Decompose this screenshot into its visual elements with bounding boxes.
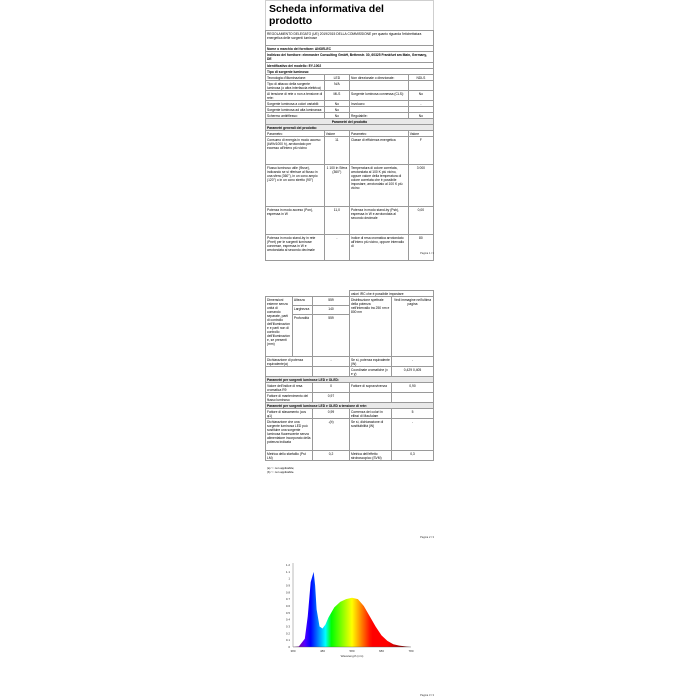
y-tick-label: 0.9 — [285, 583, 290, 588]
empty-cell — [313, 367, 350, 377]
chromaticity-label: Coordinate cromatiche (x e y) — [349, 367, 391, 377]
param-label: Fattore di sopravvivenza — [349, 383, 391, 393]
param-value: 80 — [408, 235, 433, 261]
table-row — [266, 409, 434, 419]
page-number: Pagina 1 / 3 — [420, 252, 434, 255]
param-value: No — [324, 113, 349, 119]
y-tick-label: 0.8 — [285, 590, 290, 595]
param-value: 0,2 — [313, 451, 350, 461]
param-label: Coerenza dei colori in ellissi di MacAdam — [349, 409, 391, 419]
param-label: Potenza in modo acceso (Pon), espressa in W — [266, 207, 325, 235]
y-tick-label: 1.1 — [285, 569, 290, 574]
param-label: Schermo antiriflesso: — [266, 113, 325, 119]
param-label: Temperatura di colore correlata, arrotondata al 100 K più vicino, oppure valore della temperatura di colore correlata che è possibile impostare, arrotondato al 100 K più vicino — [349, 165, 408, 207]
param-label: Dichiarazione che una sorgente luminosa LED può sostituire una sorgente luminosa fluorescente senza alimentatore incorporato della potenza indicata — [266, 419, 313, 451]
param-label: Fattore di sfasamento (cos φ1) — [266, 409, 313, 419]
table-row — [266, 81, 434, 91]
header-parameter: Parametro — [349, 131, 408, 137]
page-number: Pagina 3 / 3 — [420, 694, 434, 697]
table-row — [266, 165, 434, 207]
table-row — [266, 393, 434, 403]
param-value: 0 — [313, 383, 350, 393]
param-label: Classe di efficienza energetica — [349, 137, 408, 165]
param-label: Regolabile: — [349, 113, 408, 119]
table-row — [266, 137, 434, 165]
y-tick-label: 0.5 — [285, 610, 290, 615]
dim-width-value: 140 — [313, 306, 350, 315]
param-value: - — [391, 419, 433, 451]
y-tick-label: 0.3 — [285, 624, 290, 629]
model-identifier: Identificativo del modello: EY-1002 — [266, 63, 434, 69]
mains-led-params-heading: Parametri per sorgenti luminose LED e OLED a tensione di rete: — [266, 403, 434, 409]
param-value: 0,97 — [313, 393, 350, 403]
param-value — [408, 81, 433, 91]
table-row — [266, 91, 434, 101]
param-value: 5 — [391, 409, 433, 419]
equivalent-power-value: - — [313, 357, 350, 367]
header-value: Valore — [408, 131, 433, 137]
equivalent-power-w-value: - — [391, 357, 433, 367]
empty-cell — [266, 367, 313, 377]
param-label: Sorgente luminosa ad alta luminanza: — [266, 107, 325, 113]
general-params-heading: Parametri generali del prodotto: — [266, 125, 434, 131]
regulation-text: REGOLAMENTO DELEGATO (UE) 2019/2015 DELLA COMMISSIONE per quanto riguarda l'etichettatura energetica delle sorgenti luminose — [266, 31, 434, 46]
equivalent-power-label: Dichiarazione di potenza equivalente(a) — [266, 357, 313, 367]
product-info-table — [265, 30, 434, 261]
header-parameter: Parametro — [266, 131, 325, 137]
table-row — [266, 235, 434, 261]
header-value: Valore — [324, 131, 349, 137]
table-row — [266, 383, 434, 393]
param-value: No — [324, 107, 349, 113]
param-value: 0,00 — [408, 207, 433, 235]
param-label: Potenza in modo stand-by in rete (Pnet) per le sorgenti luminose connesse, espressa in W e arrotondata al secondo decimale — [266, 235, 325, 261]
y-tick-label: 0.7 — [285, 597, 290, 602]
spectrum-area — [293, 572, 411, 647]
param-value: 11 — [324, 137, 349, 165]
datasheet-page-1 — [265, 0, 434, 260]
param-value: NDLS — [408, 75, 433, 81]
page-number: Pagina 2 / 3 — [420, 536, 434, 539]
param-label: Sorgente luminosa connessa (CLS): — [349, 91, 408, 101]
spectral-power-chart — [265, 555, 434, 700]
param-label: Tipo di attacco della sorgente luminosa (o altra interfaccia elettrica) — [266, 81, 325, 91]
footnote-b: (b) '-': non applicabile. — [267, 470, 295, 474]
param-label: Involucro: — [349, 101, 408, 107]
cri-range-continued: valori IRC che è possibile impostare — [349, 291, 433, 297]
param-label: Flusso luminoso utile (Φuse), indicando se si riferisce al flusso in una sfera (360°), in un cono ampio (120°) o in un cono stretto (90°) — [266, 165, 325, 207]
dim-width-label: Larghezza — [292, 306, 312, 315]
param-label: Tecnologia d'illuminazione: — [266, 75, 325, 81]
light-source-type-heading: Tipo di sorgente luminosa: — [266, 69, 434, 75]
x-tick-label: 380 — [290, 649, 296, 653]
param-value: 0,99 — [313, 409, 350, 419]
y-tick-label: 0 — [288, 645, 290, 649]
spectral-distribution-label: Distribuzione spettrale della potenza nell'intervallo tra 250 nm e 800 nm — [349, 297, 391, 357]
y-tick-label: 0.4 — [285, 617, 290, 622]
param-label: Metrica dello sfarfallio (Pst LM) — [266, 451, 313, 461]
dim-height-value: 559 — [313, 297, 350, 306]
y-tick-label: 0.1 — [285, 638, 290, 643]
param-label: Consumo di energia in modo acceso (kWh/1000 h), arrotondato per eccesso all'intero più vicino — [266, 137, 325, 165]
x-tick-label: 480 — [319, 649, 326, 653]
table-row — [266, 207, 434, 235]
x-tick-label: 780 — [408, 649, 414, 653]
y-tick-label: 0.2 — [285, 631, 290, 636]
param-label: Se sì, dichiarazione di sostituibilità (W) — [349, 419, 391, 451]
chromaticity-value: 0,429 0,405 — [391, 367, 433, 377]
param-value: MLS — [324, 91, 349, 101]
param-value: - — [408, 101, 433, 107]
page-title: Scheda informativa del prodotto — [265, 0, 434, 30]
param-label: Indice di resa cromatica arrotondato all'intero più vicino, oppure intervallo di — [349, 235, 408, 261]
param-label: Valore dell'indice di resa cromatica R9 — [266, 383, 313, 393]
param-value: LED — [324, 75, 349, 81]
y-tick-label: 1.2 — [285, 563, 290, 567]
datasheet-page-2 — [265, 290, 434, 539]
param-label: Potenza in modo stand-by (Psb), espressa in W e arrotondata al secondo decimale — [349, 207, 408, 235]
param-label: Metrica dell'effetto stroboscopico (SVM) — [349, 451, 391, 461]
dimensions-label: Dimensioni esterne senza unità di comando separate, parti di controllo dell'illuminazione e parti non di controllo dell'illuminazione, se presenti (mm) — [266, 297, 293, 357]
param-value: 0,3 — [391, 451, 433, 461]
param-value: 3 000 — [408, 165, 433, 207]
table-row — [266, 451, 434, 461]
supplier-address: Indirizzo del fornitore: elmmaster Consulting GmbH, Bettenstr. 30, 60325 Frankfurt am Main, Germany, DE — [266, 52, 434, 63]
param-label: Fattore di mantenimento del flusso luminoso — [266, 393, 313, 403]
product-params-table-cont — [265, 290, 434, 461]
params-heading: Parametri del prodotto — [266, 119, 434, 125]
param-value: No — [324, 101, 349, 107]
param-label: Sorgente luminosa a colori variabili: — [266, 101, 325, 107]
param-value: - — [324, 235, 349, 261]
led-params-heading: Parametri per sorgenti luminose LED e OLED: — [266, 377, 434, 383]
x-tick-label: 680 — [378, 649, 385, 653]
supplier-name: Nome o marchio del fornitore: ANOELEC — [266, 46, 434, 52]
param-label: Al tensione di rete o non a tensione di rete: — [266, 91, 325, 101]
param-value: F — [408, 137, 433, 165]
param-label — [349, 393, 391, 403]
datasheet-page-3 — [265, 555, 434, 700]
param-value: No — [408, 113, 433, 119]
dim-height-label: Altezza — [292, 297, 312, 306]
spectral-distribution-value: Vedi immagine nell'ultima pagina — [391, 297, 433, 357]
y-tick-label: 1 — [288, 576, 290, 581]
footnote-a: (a) '-': non applicabile; — [267, 466, 295, 470]
param-value — [391, 393, 433, 403]
dim-depth-value: 559 — [313, 315, 350, 357]
param-label — [349, 81, 408, 91]
param-value: No — [408, 91, 433, 101]
equivalent-power-w-label: Se sì, potenza equivalente (W) — [350, 357, 390, 366]
y-tick-label: 0.6 — [285, 604, 290, 608]
dim-depth-label: Profondità — [292, 315, 312, 357]
param-value: N/A — [324, 81, 349, 91]
param-value: 1 100 in Sfera (360°) — [324, 165, 349, 207]
x-axis-label: Wavelength (nm) — [340, 654, 364, 658]
x-tick-label: 580 — [349, 649, 355, 653]
param-value: 0,90 — [391, 383, 433, 393]
table-row — [266, 419, 434, 451]
param-value: 11,0 — [324, 207, 349, 235]
param-value: -(b) — [313, 419, 350, 451]
param-label: Non direzionale o direzionale: — [349, 75, 408, 81]
